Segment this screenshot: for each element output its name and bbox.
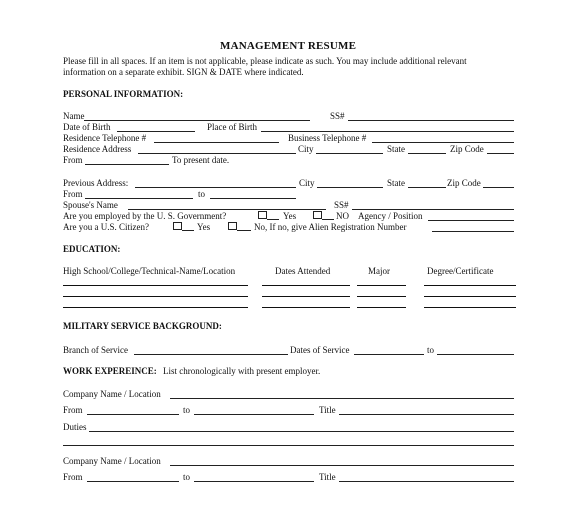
company2-label: Company Name / Location (63, 456, 161, 466)
duties1-line-2[interactable] (63, 445, 514, 446)
edu-row-1-major[interactable] (357, 285, 406, 286)
zip-label: Zip Code (450, 144, 484, 154)
citizen-question: Are you a U.S. Citizen? (63, 222, 149, 232)
ss-field[interactable] (348, 120, 514, 121)
res-addr-label: Residence Address (63, 144, 132, 154)
company1-field[interactable] (170, 398, 514, 399)
military-heading: MILITARY SERVICE BACKGROUND: (63, 321, 222, 331)
state2-field[interactable] (408, 187, 446, 188)
from2-work-label: From (63, 472, 83, 482)
dob-label: Date of Birth (63, 122, 111, 132)
citizen-no-line (237, 230, 251, 231)
branch-label: Branch of Service (63, 345, 128, 355)
state2-label: State (387, 178, 405, 188)
military-to-label: to (427, 345, 435, 355)
gov-question: Are you employed by the U. S. Government? (63, 211, 227, 221)
prev-addr-field[interactable] (135, 187, 296, 188)
title2-label: Title (319, 472, 336, 482)
spouse-field[interactable] (128, 209, 326, 210)
city-label: City (298, 144, 314, 154)
edu-row-1-dates[interactable] (262, 285, 350, 286)
ss-label: SS# (330, 111, 345, 121)
zip2-label: Zip Code (447, 178, 481, 188)
edu-row-3-major[interactable] (357, 307, 406, 308)
alien-field[interactable] (432, 231, 514, 232)
citizen-yes-label: Yes (197, 222, 211, 232)
education-heading: EDUCATION: (63, 244, 121, 254)
edu-row-1-school[interactable] (63, 285, 248, 286)
edu-col-degree: Degree/Certificate (427, 266, 494, 276)
from1-label: From (63, 405, 83, 415)
citizen-yes-checkbox[interactable] (173, 222, 182, 230)
res-addr-field[interactable] (138, 153, 296, 154)
gov-yes-checkbox[interactable] (258, 211, 267, 219)
bus-phone-field[interactable] (372, 142, 514, 143)
dates-service-label: Dates of Service (290, 345, 350, 355)
to-label: to (198, 189, 206, 199)
to1-label: to (183, 405, 191, 415)
company2-field[interactable] (170, 465, 514, 466)
res-phone-field[interactable] (154, 142, 279, 143)
to2-work-label: to (183, 472, 191, 482)
from2-field[interactable] (85, 198, 193, 199)
title1-label: Title (319, 405, 336, 415)
to1-field[interactable] (194, 414, 314, 415)
duties1-field[interactable] (89, 431, 514, 432)
ss2-label: SS# (334, 200, 349, 210)
company1-label: Company Name / Location (63, 389, 161, 399)
city-field[interactable] (316, 153, 383, 154)
gov-yes-line (267, 219, 279, 220)
res-phone-label: Residence Telephone # (63, 133, 147, 143)
citizen-no-checkbox[interactable] (228, 222, 237, 230)
edu-row-2-school[interactable] (63, 296, 248, 297)
personal-heading: PERSONAL INFORMATION: (63, 89, 184, 99)
from2-work-field[interactable] (87, 481, 179, 482)
from-field[interactable] (85, 164, 169, 165)
agency-label: Agency / Position (358, 211, 423, 221)
from2-label: From (63, 189, 83, 199)
edu-row-3-school[interactable] (63, 307, 248, 308)
gov-no-checkbox[interactable] (313, 211, 322, 219)
name-field[interactable] (84, 120, 310, 121)
bus-phone-label: Business Telephone # (288, 133, 367, 143)
pob-label: Place of Birth (207, 122, 257, 132)
gov-no-label: NO (336, 211, 349, 221)
dates-service-field[interactable] (354, 354, 424, 355)
edu-row-2-degree[interactable] (424, 296, 516, 297)
edu-row-1-degree[interactable] (424, 285, 516, 286)
ss2-field[interactable] (352, 209, 514, 210)
city2-field[interactable] (317, 187, 383, 188)
city2-label: City (299, 178, 315, 188)
state-label: State (387, 144, 405, 154)
to2-field[interactable] (210, 198, 296, 199)
gov-no-line (322, 219, 334, 220)
intro-line-1: Please fill in all spaces. If an item is not applicable, please indicate as such. You may include additional relevant (63, 56, 467, 66)
work-heading: WORK EXPEREINCE: (63, 366, 157, 376)
pob-field[interactable] (261, 131, 514, 132)
alien-label: No, If no, give Alien Registration Number (254, 222, 407, 232)
citizen-yes-line (182, 230, 194, 231)
gov-yes-label: Yes (283, 211, 297, 221)
name-label: Name (63, 111, 85, 121)
title2-field[interactable] (339, 481, 514, 482)
to2-work-field[interactable] (194, 481, 314, 482)
agency-field[interactable] (428, 220, 514, 221)
edu-row-3-degree[interactable] (424, 307, 516, 308)
zip-field[interactable] (487, 153, 514, 154)
from1-field[interactable] (87, 414, 179, 415)
page-title: MANAGEMENT RESUME (220, 40, 357, 52)
edu-col-dates: Dates Attended (275, 266, 331, 276)
state-field[interactable] (408, 153, 446, 154)
edu-col-school: High School/College/Technical-Name/Location (63, 266, 236, 276)
military-to-field[interactable] (437, 354, 514, 355)
edu-row-3-dates[interactable] (262, 307, 350, 308)
title1-field[interactable] (339, 414, 514, 415)
edu-row-2-major[interactable] (357, 296, 406, 297)
dob-field[interactable] (117, 131, 195, 132)
branch-field[interactable] (134, 354, 288, 355)
to-present-label: To present date. (172, 155, 230, 165)
work-note: List chronologically with present employer. (163, 366, 321, 376)
edu-col-major: Major (368, 266, 390, 276)
duties1-label: Duties (63, 422, 87, 432)
edu-row-2-dates[interactable] (262, 296, 350, 297)
prev-addr-label: Previous Address: (63, 178, 129, 188)
spouse-label: Spouse's Name (63, 200, 118, 210)
from-label: From (63, 155, 83, 165)
zip2-field[interactable] (483, 187, 514, 188)
intro-line-2: information on a separate exhibit. SIGN & DATE where indicated. (63, 67, 304, 77)
